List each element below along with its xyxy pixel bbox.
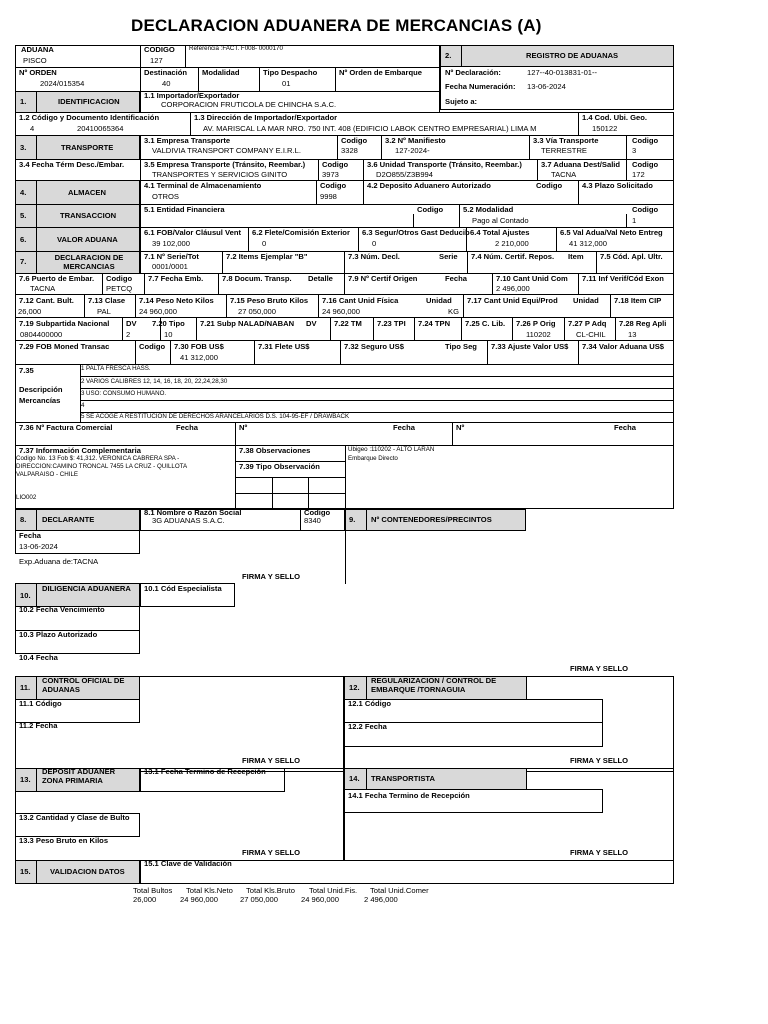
deposito-title: DEPOSIT ADUANER ZONA PRIMARIA [42,767,116,785]
regularizacion-title: REGULARIZACION / CONTROL DE EMBARQUE /TORNAGUIA [371,676,497,694]
modalidad-label: 5.2 Modalidad [463,205,514,214]
info-complementaria-label: 7.37 Información Complementaria [19,446,141,455]
items-label: 7.2 Items Ejemplar "B" [226,252,308,261]
control-fecha-label: 11.2 Fecha [19,721,58,730]
total-comer-label: Total Unid.Comer [370,886,429,895]
deposito-num: 13. [20,775,31,784]
factura-fecha2-label: Fecha [393,423,415,432]
transportista-firma: FIRMA Y SELLO [570,848,629,857]
modalidad-codigo-value: 1 [632,216,637,225]
detalle-label: Detalle [308,274,333,283]
regapl-label: 7.28 Reg Apli [619,319,667,328]
empresa-transporte-label: 3.1 Empresa Transporte [144,136,231,145]
regularizacion-firma: FIRMA Y SELLO [570,756,629,765]
declarante-num: 8. [20,515,27,524]
contenedores-title: Nº CONTENEDORES/PRECINTOS [371,515,492,524]
fob-value: 39 102,000 [152,239,191,248]
info-line: Codigo No. 13 Fob $: 41,312. VERONICA CABRERA SPA - [16,455,180,462]
transportista-title: TRANSPORTISTA [371,774,435,783]
total-bultos-value: 26,000 [133,895,157,904]
modalidad-label: Modalidad [202,68,240,77]
transporte-title: TRANSPORTE [61,143,114,152]
fecha-vencimiento-label: 10.2 Fecha Vencimiento [19,605,105,614]
tipo-observacion-label: 7.39 Tipo Observación [239,462,320,471]
declaracion-num: 7. [20,257,27,266]
peso-bruto-kilos-label: 13.3 Peso Bruto en Kilos [19,836,109,845]
apl-ultr-label: 7.5 Cód. Apl. Ultr. [600,252,663,261]
orden-value: 2024/015354 [40,79,85,88]
info-line: VALPARAISO - CHILE [16,471,79,478]
total-neto-label: Total Kls.Neto [186,886,233,895]
via-transporte-label: 3.3 Vía Transporte [533,136,599,145]
tipo-label: 7.20 Tipo [152,319,185,328]
clave-validacion-label: 15.1 Clave de Validación [144,859,232,868]
unidad2-label: Unidad [573,296,599,305]
declaracion-title: DECLARACION DE MERCANCIAS [54,253,124,271]
valor-aduana-title: VALOR ADUANA [57,235,118,244]
ubigeo-label: 1.4 Cod. Ubi. Geo. [582,113,647,122]
diligencia-title: DILIGENCIA ADUANERA [42,584,131,593]
desc-line-text: VARIOS CALIBRES 12, 14, 16, 18, 20, 22,24,28,30 [86,378,228,385]
registro-title: REGISTRO DE ADUANAS [526,51,619,60]
fecha-emb-label: 7.7 Fecha Emb. [148,274,204,283]
declaracion-num-value: 127--40-013831-01-- [527,68,598,77]
importador-value: CORPORACION FRUTICOLA DE CHINCHA S.A.C. [161,100,337,109]
orden-embarque-label: Nº Orden de Embarque [339,68,422,77]
desc-line-num: 2 [81,378,85,385]
aduana-label: ADUANA [21,45,54,54]
declarante-nombre-value: 3G ADUANAS S.A.C. [152,516,225,525]
diligencia-fecha-label: 10.4 Fecha [19,653,58,662]
identificacion-num: 1. [20,97,27,106]
validacion-title: VALIDACION DATOS [50,867,125,876]
total-bultos-label: Total Bultos [133,886,173,895]
certif-origen-label: 7.9 Nº Certif Origen [348,274,418,283]
direccion-value: AV. MARISCAL LA MAR NRO. 750 INT. 408 (EDIFICIO LABOK CENTRO EMPRESARIAL) LIMA M [203,124,537,133]
desc-line-text: SE ACOGE A RESTITUCION DE DERECHOS ARANCELARIOS D.S. 104-95-EF / DRAWBACK [86,413,350,420]
seguro-label: 6.3 Segur/Otros Gast Deducib [362,228,470,237]
total-neto-value: 24 960,000 [180,895,219,904]
control-codigo-label: 11.1 Código [19,699,62,708]
obs-line: Ubigeo :110202 - ALTO LARAN [348,446,435,453]
transito-codigo-label: Codigo [322,160,349,169]
seguro-us-label: 7.32 Seguro US$ [344,342,404,351]
plazo-autorizado-label: 10.3 Plazo Autorizado [19,630,98,639]
validacion-num: 15. [20,867,31,876]
flete-value: 0 [262,239,267,248]
deposito-label: 4.2 Deposito Aduanero Autorizado [367,181,491,190]
aduana-dest-value: TACNA [551,170,577,179]
diligencia-num: 10. [20,591,31,600]
diligencia-firma: FIRMA Y SELLO [570,664,629,673]
almacen-codigo-label: Codigo [320,181,347,190]
seguro-value: 0 [372,239,377,248]
serie-value: 0001/0001 [152,262,188,271]
neto-label: 6.5 Val Adua/Val Neto Entreg [560,228,663,237]
dv-label: DV [126,319,137,328]
item-cip-label: 7.18 Item CIP [614,296,662,305]
fob-us-label: 7.30 FOB US$ [174,342,224,351]
ubigeo-value: 150122 [592,124,618,133]
clase-label: 7.13 Clase [88,296,126,305]
observaciones-label: 7.38 Observaciones [239,446,311,455]
puerto-value: TACNA [30,284,56,293]
fecha-numeracion-value: 13-06-2024 [527,82,566,91]
padq-value: CL-CHIL [576,330,606,339]
desc-line-num: 3 [81,390,85,397]
desc-line-text: USO: CONSUMO HUMANO. [86,390,167,397]
certif-fecha-label: Fecha [445,274,467,283]
regularizacion-codigo-label: 12.1 Código [348,699,392,708]
factura-n3-label: Nº [456,423,465,432]
page-title: DECLARACION ADUANERA DE MERCANCIAS (A) [131,16,542,35]
regularizacion-fecha-label: 12.2 Fecha [348,722,387,731]
empresa-transporte-value: VALDIVIA TRANSPORT COMPANY E.I.R.L. [152,146,301,155]
ajustes-label: 6.4 Total Ajustes [470,228,530,237]
neto-value: 41 312,000 [569,239,608,248]
codigo-value: 127 [150,56,163,65]
regapl-value: 13 [628,330,637,339]
deposito-codigo-label: Codigo [536,181,563,190]
tm-label: 7.22 TM [334,319,362,328]
transportista-num: 14. [349,774,360,783]
destinacion-value: 40 [162,79,171,88]
total-comer-value: 2 496,000 [364,895,398,904]
via-transporte-value: TERRESTRE [541,146,587,155]
tipo-doc-value: 4 [30,124,35,133]
control-firma: FIRMA Y SELLO [242,756,301,765]
referencia: Referencia :FACT. F008- 0000170 [189,45,283,52]
aduana-dest-codigo-label: Codigo [632,160,659,169]
identificacion-title: IDENTIFICACION [58,97,120,106]
orden-label: Nº ORDEN [19,68,57,77]
transito-codigo-value: 3973 [322,170,339,179]
descripcion-label: Descripción [19,385,63,394]
control-title: CONTROL OFICIAL DE ADUANAS [42,676,125,694]
dv-value: 2 [126,330,131,339]
inf-verif-label: 7.11 Inf Verif/Cód Exon [582,274,664,283]
declarante-title: DECLARANTE [42,515,95,524]
dv2-label: DV [306,319,317,328]
subpartida-value: 0804400000 [20,330,63,339]
transaccion-title: TRANSACCION [60,211,117,220]
item-label: Item [568,252,584,261]
tipo-seg-label: Tipo Seg [445,342,477,351]
manifiesto-label: 3.2 Nº Manifiesto [385,136,446,145]
padq-label: 7.27 P Adq [568,319,607,328]
factura-label: 7.36 Nº Factura Comercial [19,423,113,432]
deposito-firma: FIRMA Y SELLO [242,848,301,857]
fecha-numeracion-label: Fecha Numeración: [445,82,516,91]
unidad-label: Unidad [426,296,452,305]
aduana-dest-label: 3.7 Aduana Dest/Salid [541,160,621,169]
peso-bruto-label: 7.15 Peso Bruto Kilos [230,296,309,305]
aduana-dest-codigo-value: 172 [632,170,645,179]
clase-value: PAL [97,307,111,316]
valor-aduana-us-label: 7.34 Valor Aduana US$ [582,342,665,351]
codigo-doc-label: 1.2 Código y Documento Identificación [19,113,160,122]
destinacion-label: Destinación [144,68,188,77]
flete-us-label: 7.31 Flete US$ [258,342,310,351]
declarante-codigo-label: Codigo [304,508,331,517]
tipo-value: 10 [164,330,173,339]
modalidad-codigo-label: Codigo [632,205,659,214]
regularizacion-num: 12. [349,683,360,692]
fob-us-value: 41 312,000 [180,353,219,362]
cant-bult-label: 7.12 Cant. Bult. [19,296,74,305]
declarante-codigo-value: 8340 [304,516,321,525]
deposito-termino-label: 13.1 Fecha Termino de Recepción [144,767,266,776]
unid-fisica-value: 24 960,000 [322,307,361,316]
cant-unid-com-label: 7.10 Cant Unid Com [496,274,568,283]
modalidad-value: Pago al Contado [472,216,529,225]
flete-label: 6.2 Flete/Comisión Exterior [252,228,350,237]
almacen-num: 4. [20,188,27,197]
exp-aduana: Exp.Aduana de:TACNA [19,557,99,566]
serie2-label: Serie [439,252,458,261]
transportista-termino-label: 14.1 Fecha Termino de Recepción [348,791,470,800]
ajustes-value: 2 210,000 [495,239,529,248]
declarante-fecha-value: 13-06-2024 [19,542,58,551]
certif-repos-label: 7.4 Núm. Certif. Repos. [471,252,555,261]
lio-code: LIO002 [16,494,37,501]
declarante-fecha-label: Fecha [19,531,41,540]
terminal-label: 4.1 Terminal de Almacenamiento [144,181,262,190]
transporte-codigo-label: Codigo [341,136,368,145]
fecha-term-label: 3.4 Fecha Térm Desc./Embar. [19,160,125,169]
entidad-label: 5.1 Entidad Financiera [144,205,225,214]
manifiesto-value: 127-2024- [395,146,430,155]
almacen-title: ALMACEN [68,188,106,197]
cod-especialista-label: 10.1 Cód Especialista [144,584,222,593]
importador-label: 1.1 Importador/Exportador [144,91,240,100]
porig-value: 110202 [526,330,551,339]
tipo-despacho-value: 01 [282,79,291,88]
contenedores-num: 9. [349,515,356,524]
desc-line-num: 5 [81,413,85,420]
sujeto-label: Sujeto a: [445,97,478,106]
desc-line-num: 4 [81,402,85,409]
subpartida-label: 7.19 Subpartida Nacional [19,319,110,328]
fob-label: 6.1 FOB/Valor Cláusul Vent [144,228,242,237]
tpn-label: 7.24 TPN [418,319,451,328]
via-codigo-value: 3 [632,146,637,155]
num-doc-value: 20410065364 [77,124,124,133]
tipo-despacho-label: Tipo Despacho [263,68,318,77]
direccion-label: 1.3 Dirección de Importador/Exportador [194,113,338,122]
docum-transp-label: 7.8 Docum. Transp. [222,274,292,283]
empresa-transito-label: 3.5 Empresa Transporte (Tránsito, Reembar.) [144,160,306,169]
unidad-value: KG [448,307,459,316]
fob-codigo-label: Codigo [139,342,166,351]
nalad-label: 7.21 Subp NALAD/NABAN [200,319,295,328]
declarante-nombre-label: 8.1 Nombre o Razón Social [144,508,242,517]
transporte-codigo-value: 3328 [341,146,358,155]
registro-num: 2. [445,51,452,60]
peso-neto-value: 24 960,000 [139,307,178,316]
almacen-codigo-value: 9998 [320,192,337,201]
unid-equi-label: 7.17 Cant Unid Equi/Prod [467,296,558,305]
cantidad-clase-label: 13.2 Cantidad y Clase de Bulto [19,813,130,822]
transaccion-num: 5. [20,211,27,220]
terminal-value: OTROS [152,192,180,201]
descripcion-num: 7.35 [19,366,34,375]
total-bruto-label: Total Kls.Bruto [246,886,295,895]
peso-bruto-value: 27 050,000 [238,307,277,316]
via-codigo-label: Codigo [632,136,659,145]
cant-bult-value: 26,000 [18,307,42,316]
desc-line-num: 1 [81,365,85,372]
num-decl-label: 7.3 Núm. Decl. [348,252,400,261]
transporte-num: 3. [20,143,27,152]
valor-aduana-num: 6. [20,235,27,244]
total-fis-value: 24 960,000 [301,895,340,904]
factura-row [15,422,674,446]
entidad-codigo-label: Codigo [417,205,444,214]
cant-unid-com-value: 2 496,000 [496,284,530,293]
declarante-firma: FIRMA Y SELLO [242,572,301,581]
unidad-transporte-value: D2O855/Z3B994 [376,170,433,179]
total-fis-label: Total Unid.Fis. [309,886,358,895]
puerto-label: 7.6 Puerto de Embar. [19,274,95,283]
control-num: 11. [20,683,31,692]
serie-label: 7.1 Nº Serie/Tot [144,252,199,261]
peso-neto-label: 7.14 Peso Neto Kilos [139,296,214,305]
info-line: DIRECCION:CAMINO TRONCAL 7455 LA CRUZ - QUILLOTA [16,463,188,470]
obs-line: Embarque Directo [348,455,398,462]
fob-moned-label: 7.29 FOB Moned Transac [19,342,110,351]
factura-fecha3-label: Fecha [614,423,636,432]
unid-fisica-label: 7.16 Cant Unid Física [322,296,399,305]
plazo-label: 4.3 Plazo Solicitado [582,181,653,190]
unidad-transporte-label: 3.6 Unidad Transporte (Tránsito, Reembar.) [367,160,522,169]
total-bruto-value: 27 050,000 [240,895,279,904]
porig-label: 7.26 P Orig [516,319,556,328]
factura-fecha-label: Fecha [176,423,198,432]
aduana-value: PISCO [23,56,47,65]
tpi-label: 7.23 TPI [377,319,406,328]
empresa-transito-value: TRANSPORTES Y SERVICIOS GINITO [152,170,288,179]
ajuste-valor-label: 7.33 Ajuste Valor US$ [491,342,569,351]
puerto-codigo-value: PETCQ [106,284,133,293]
mercancias-label: Mercancías [19,396,61,405]
codigo-label: CODIGO [144,45,175,54]
desc-line-text: PALTA FRESCA HASS. [86,365,151,372]
clib-label: 7.25 C. Lib. [465,319,506,328]
declaracion-num-label: Nº Declaración: [445,68,501,77]
factura-n2-label: Nº [239,423,248,432]
puerto-codigo-label: Codigo [106,274,133,283]
